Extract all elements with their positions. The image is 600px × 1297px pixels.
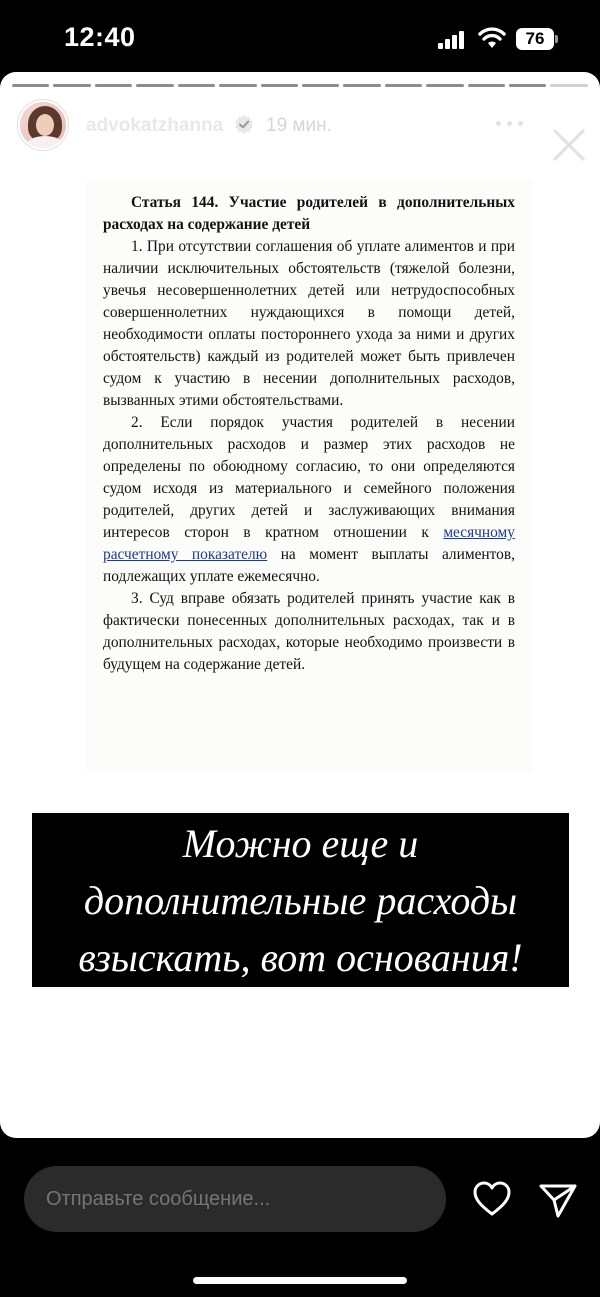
article-title: Статья 144. Участие родителей в дополнительных расходах на содержание детей <box>103 194 515 233</box>
send-icon[interactable] <box>538 1180 578 1220</box>
caption-line-2: дополнительные расходы <box>83 878 518 923</box>
heart-icon[interactable] <box>472 1180 512 1218</box>
story-progress-segment <box>426 84 463 87</box>
story-time-ago: 19 мин. <box>266 115 332 136</box>
close-icon[interactable] <box>550 126 588 164</box>
status-bar <box>0 0 600 72</box>
article-paragraph-2-text: 2. Если порядок участия родителей в несении дополнительных расходов и размер этих расходов не определены по обоюдному согласию, то они определяются судом исходя из материального и семейного положения родителей, других детей и заслуживающих внимания интересов сторон в кратном отношении к <box>103 414 515 541</box>
story-progress-segment <box>12 84 49 87</box>
more-options-button[interactable] <box>492 104 528 140</box>
story-progress-segment <box>95 84 132 87</box>
story-card[interactable] <box>0 72 600 1138</box>
story-progress-segment <box>343 84 380 87</box>
story-progress-segment <box>509 84 546 87</box>
law-article-image <box>86 180 532 772</box>
article-paragraph-3: 3. Суд вправе обязать родителей принять участие как в фактически понесенных дополнительных расходах, так и в дополнительных расходах, которые необходимо произвести в будущем на содержание детей. <box>103 590 515 673</box>
article-paragraph-1: 1. При отсутствии соглашения об уплате алиментов и при наличии исключительных обстоятельств (тяжелой болезни, увечья несовершеннолетних детей или нетрудоспособных совершеннолетних нуждающихся в помощи детей, необходимости оплаты постороннего ухода за ними и других обстоятельств) каждый из родителей может быть привлечен судом к участию в несении дополнительных расходов, вызванных этими обстоятельствами. <box>103 238 515 409</box>
article-paragraph-2-end: на момент выплаты алиментов, подлежащих уплате ежемесячно. <box>103 546 515 585</box>
cellular-signal-icon <box>438 31 466 49</box>
story-progress-segment <box>219 84 256 87</box>
message-input[interactable] <box>24 1166 446 1232</box>
story-progress-segment <box>136 84 173 87</box>
story-progress-segment <box>550 84 587 87</box>
story-progress-segment <box>385 84 422 87</box>
caption-line-3: взыскать, вот основания! <box>78 935 523 980</box>
story-progress-segment <box>53 84 90 87</box>
story-progress-segment <box>302 84 339 87</box>
wifi-icon <box>478 26 506 50</box>
story-progress-segment <box>468 84 505 87</box>
caption-line-1: Можно еще и <box>182 821 419 866</box>
mrp-link[interactable]: месячному расчетному показателю <box>103 524 515 563</box>
story-caption <box>32 813 569 987</box>
battery-icon <box>516 28 558 50</box>
story-progress-segment <box>261 84 298 87</box>
story-progress-segment <box>178 84 215 87</box>
status-time: 12:40 <box>64 22 136 52</box>
home-indicator[interactable] <box>193 1277 407 1284</box>
story-username[interactable]: advokatzhanna <box>86 115 224 136</box>
article-paragraph-2 <box>103 412 515 588</box>
battery-level: 76 <box>516 28 554 50</box>
avatar[interactable] <box>18 100 68 150</box>
story-progress-bar <box>12 84 588 87</box>
verified-badge-icon <box>234 114 254 134</box>
story-header <box>0 96 600 156</box>
